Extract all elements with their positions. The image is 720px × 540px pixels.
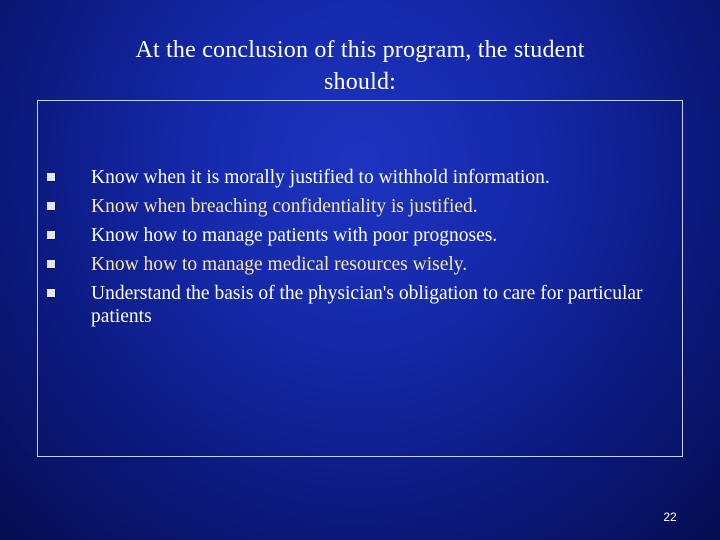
list-item <box>47 192 667 221</box>
list-item-text: Know how to manage medical resources wisely. <box>91 254 468 275</box>
slide-title-line-1: At the conclusion of this program, the student <box>135 37 585 63</box>
slide-title <box>60 34 660 98</box>
list-item-text: Understand the basis of the physician's obligation to care for particular patients <box>91 283 643 327</box>
list-item <box>47 250 667 279</box>
square-bullet-icon <box>47 289 55 297</box>
list-item-text: Know when breaching confidentiality is justified. <box>91 196 478 217</box>
list-item <box>47 163 667 192</box>
list-item <box>47 279 667 328</box>
square-bullet-icon <box>47 260 55 268</box>
square-bullet-icon <box>47 202 55 210</box>
page-number: 22 <box>663 510 677 524</box>
square-bullet-icon <box>47 231 55 239</box>
list-item <box>47 221 667 250</box>
list-item-text: Know how to manage patients with poor prognoses. <box>91 225 498 246</box>
square-bullet-icon <box>47 173 55 181</box>
objectives-list <box>47 163 667 328</box>
list-item-text: Know when it is morally justified to withhold information. <box>91 167 550 188</box>
slide-title-line-2: should: <box>323 69 397 95</box>
